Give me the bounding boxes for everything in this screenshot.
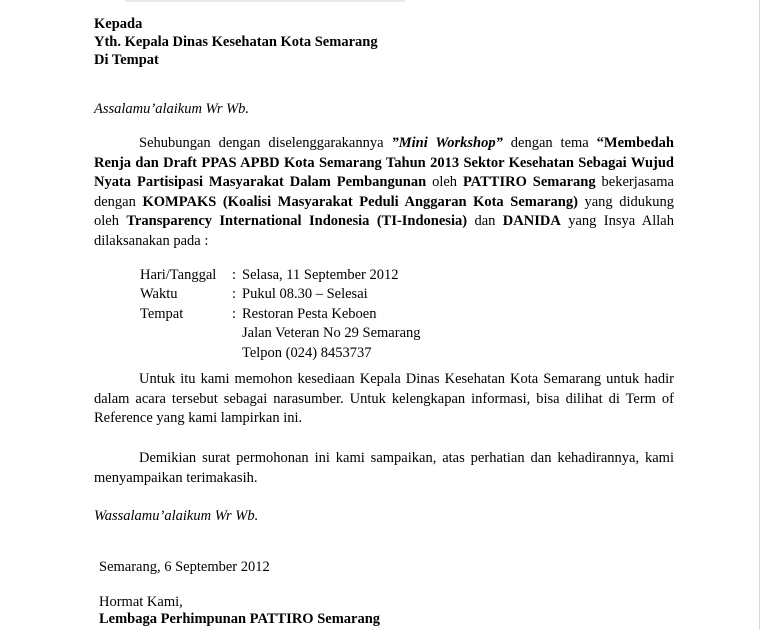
paragraph-thanks (94, 449, 674, 488)
event-place-line3: Telpon (024) 8453737 (242, 345, 372, 361)
event-date-value: Selasa, 11 September 2012 (242, 267, 399, 283)
signature-org: Lembaga Perhimpunan PATTIRO Semarang (99, 611, 381, 627)
paragraph-thanks-text: Demikian surat permohonan ini kami sampaikan, atas perhatian dan kehadirannya, kami menyampaikan terimakasih. (94, 450, 674, 486)
event-place-line2: Jalan Veteran No 29 Semarang (242, 325, 421, 341)
closing: Wassalamu’alaikum Wr Wb. (94, 508, 259, 524)
intro-run: ”Mini Workshop” (391, 135, 503, 151)
intro-run: yang didukung oleh (94, 193, 675, 229)
event-place-label: Tempat (140, 306, 184, 322)
paragraph-intro-text (94, 134, 674, 251)
intro-run: Transparency International Indonesia (TI-Indonesia) (126, 213, 468, 229)
intro-run: “Membedah Renja dan Draft PPAS APBD Kota Semarang Tahun 2013 Sektor Kesehatan Sebagai Wujud Nyata Partisipasi Masyarakat Dalam Pembangunan (94, 135, 674, 190)
signature-regards: Hormat Kami, (99, 594, 183, 610)
paragraph-request (94, 370, 674, 429)
intro-run: dan (467, 213, 503, 229)
recipient-place: Di Tempat (94, 52, 159, 68)
event-date-label: Hari/Tanggal (140, 267, 217, 283)
event-place-line1: Restoran Pesta Keboen (242, 306, 377, 322)
intro-run: Sehubungan dengan diselenggarakannya (139, 135, 392, 151)
paragraph-request-text: Untuk itu kami memohon kesediaan Kepala Dinas Kesehatan Kota Semarang untuk hadir dalam acara tersebut sebagai narasumber. Untuk kelengkapan informasi, bisa dilihat di Term of Reference yang kami lampirkan ini. (94, 371, 674, 426)
event-place-row (140, 305, 377, 325)
intro-run: KOMPAKS (Koalisi Masyarakat Peduli Anggaran Kota Semarang) (142, 193, 578, 210)
event-time-label: Waktu (140, 286, 178, 302)
event-time-row (140, 285, 368, 305)
page-edge (759, 0, 760, 630)
intro-run: yang Insya Allah dilaksanakan pada : (94, 213, 674, 249)
greeting: Assalamu’alaikum Wr Wb. (94, 101, 250, 117)
intro-run: DANIDA (502, 213, 561, 229)
event-time-colon: : (232, 286, 237, 302)
intro-run: PATTIRO Semarang (462, 174, 596, 190)
recipient-to: Kepada (94, 16, 143, 32)
paragraph-intro (94, 134, 674, 251)
top-rule (125, 0, 405, 2)
event-date-colon: : (232, 267, 237, 283)
intro-run: bekerjasama dengan (94, 174, 674, 210)
event-time-value: Pukul 08.30 – Selesai (242, 286, 368, 302)
signature-place-date: Semarang, 6 September 2012 (99, 559, 270, 575)
intro-run: dengan tema (502, 135, 597, 151)
event-place-colon: : (232, 306, 237, 322)
event-date-row (140, 266, 399, 286)
recipient-addressee: Yth. Kepala Dinas Kesehatan Kota Semarang (94, 34, 378, 50)
intro-run: oleh (426, 174, 463, 190)
